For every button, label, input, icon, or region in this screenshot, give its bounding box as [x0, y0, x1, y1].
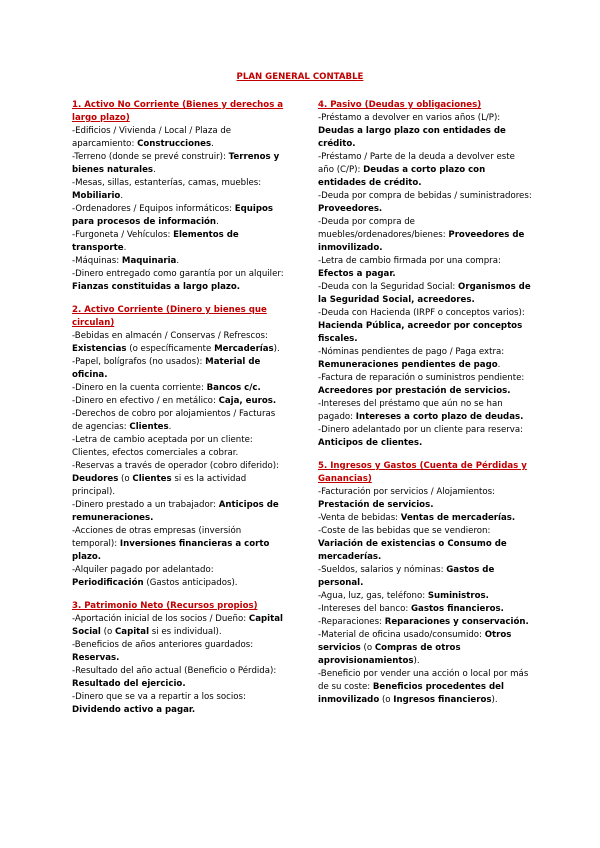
entry-description: -Factura de reparación o suministros pendiente:	[318, 373, 525, 383]
account-name: Inversiones financieras a corto plazo.	[72, 539, 270, 562]
account-name: Efectos a pagar.	[318, 269, 396, 279]
account-entry	[72, 356, 286, 382]
entry-description: -Coste de las bebidas que se vendieron:	[318, 526, 491, 536]
entry-description: -Préstamo / Parte de la deuda a devolver este año (C/P):	[318, 152, 515, 175]
section-heading: 5. Ingresos y Gastos (Cuenta de Pérdidas y Ganancias)	[318, 461, 527, 484]
entry-description: -Deuda con la Seguridad Social:	[318, 282, 459, 292]
account-name: Deudas a largo plazo con entidades de crédito.	[318, 126, 506, 149]
account-entry	[318, 603, 532, 616]
account-entry	[318, 512, 532, 525]
entry-note: .	[211, 139, 214, 149]
account-section	[318, 460, 532, 707]
entry-description: -Dinero adelantado por un cliente para reserva:	[318, 425, 524, 435]
account-name: Ventas de mercaderías.	[400, 513, 516, 523]
entry-note: (o	[360, 643, 375, 653]
entry-note: ).	[413, 656, 420, 666]
entry-description: -Letra de cambio aceptada por un cliente: Clientes, efectos comerciales a cobrar.	[72, 435, 253, 458]
entry-description: -Resultado del año actual (Beneficio o Pérdida):	[72, 666, 277, 676]
account-entry	[72, 613, 286, 639]
account-name: Suministros.	[427, 591, 489, 601]
account-name: Gastos de personal.	[318, 565, 495, 588]
account-entry	[318, 398, 532, 424]
account-entry	[72, 229, 286, 255]
entry-description: -Reparaciones:	[318, 617, 385, 627]
account-name: Capital	[114, 627, 150, 637]
entry-note: ).	[491, 695, 498, 705]
account-entry	[72, 177, 286, 203]
account-entry	[318, 668, 532, 707]
entry-note: .	[176, 256, 180, 266]
entry-description: -Ordenadores / Equipos informáticos:	[72, 204, 235, 214]
account-entry	[72, 330, 286, 356]
account-name: Acreedores por prestación de servicios.	[318, 386, 511, 396]
account-entry	[72, 268, 286, 294]
section-heading: 3. Patrimonio Neto (Recursos propios)	[72, 601, 258, 611]
entry-description: -Derechos de cobro por alojamientos / Facturas de agencias:	[72, 409, 276, 432]
account-name: Clientes	[129, 422, 169, 432]
account-entry	[318, 424, 532, 450]
account-name: Variación de existencias o Consumo de mercaderías.	[318, 539, 507, 562]
account-name: Organismos de la Seguridad Social, acreedores.	[318, 282, 531, 305]
account-entry	[72, 665, 286, 691]
entry-note: (o específicamente	[126, 344, 215, 354]
page-title: PLAN GENERAL CONTABLE	[236, 72, 364, 82]
account-name: Hacienda Pública, acreedor por conceptos fiscales.	[318, 321, 523, 344]
account-name: Capital Social	[72, 614, 283, 637]
account-name: Deudas a corto plazo con entidades de crédito.	[318, 165, 486, 188]
entry-description: -Dinero en efectivo / en metálico:	[72, 396, 219, 406]
account-entry	[318, 616, 532, 629]
entry-note: (o	[379, 695, 394, 705]
account-name: Existencias	[72, 344, 127, 354]
account-entry	[72, 564, 286, 590]
entry-note: (Gastos anticipados).	[143, 578, 238, 588]
entry-description: -Nóminas pendientes de pago / Paga extra:	[318, 347, 505, 357]
entry-description: -Dinero entregado como garantía por un alquiler:	[72, 269, 284, 279]
account-entry	[72, 382, 286, 395]
section-heading: 2. Activo Corriente (Dinero y bienes que circulan)	[72, 305, 267, 328]
account-name: Resultado del ejercicio.	[72, 679, 186, 689]
account-entry	[318, 151, 532, 190]
account-name: Clientes	[132, 474, 172, 484]
entry-description: -Préstamo a devolver en varios años (L/P):	[318, 113, 501, 123]
account-entry	[318, 281, 532, 307]
entry-description: -Dinero que se va a repartir a los socios:	[72, 692, 246, 702]
account-name: Anticipos de clientes.	[318, 438, 423, 448]
entry-description: -Beneficio por vender una acción o local por más de su coste:	[318, 669, 529, 692]
entry-note: .	[497, 360, 501, 370]
account-entry	[318, 372, 532, 398]
right-column	[318, 99, 532, 717]
account-entry	[318, 629, 532, 668]
entry-description: -Intereses del préstamo que aún no se han pagado:	[318, 399, 503, 422]
entry-note: .	[120, 191, 124, 201]
entry-description: -Mesas, sillas, estanterías, camas, muebles:	[72, 178, 262, 188]
account-name: Compras de otros aprovisionamientos	[318, 643, 461, 666]
entry-description: -Acciones de otras empresas (inversión temporal):	[72, 526, 242, 549]
account-entry	[72, 255, 286, 268]
account-name: Dividendo activo a pagar.	[72, 705, 196, 715]
left-column	[72, 99, 286, 727]
entry-note: si es individual).	[149, 627, 222, 637]
account-name: Anticipos de remuneraciones.	[72, 500, 279, 523]
entry-description: -Papel, bolígrafos (no usados):	[72, 357, 206, 367]
entry-description: -Edificios / Vivienda / Local / Plaza de aparcamiento:	[72, 126, 232, 149]
account-entry	[318, 216, 532, 255]
entry-note: si es la actividad principal).	[72, 474, 247, 497]
entry-description: -Deuda con Hacienda (IRPF o conceptos varios):	[318, 308, 525, 318]
account-entry	[318, 112, 532, 151]
account-name: Intereses a corto plazo de deudas.	[355, 412, 524, 422]
account-entry	[72, 434, 286, 460]
account-entry	[72, 639, 286, 665]
entry-description: -Beneficios de años anteriores guardados:	[72, 640, 254, 650]
account-name: Deudores	[72, 474, 119, 484]
account-entry	[72, 691, 286, 717]
account-entry	[318, 590, 532, 603]
account-entry	[318, 307, 532, 346]
account-section	[72, 304, 286, 590]
entry-description: -Agua, luz, gas, teléfono:	[318, 591, 428, 601]
entry-note: ).	[273, 344, 280, 354]
entry-description: -Furgoneta / Vehículos:	[72, 230, 174, 240]
account-entry	[318, 564, 532, 590]
entry-description: -Dinero prestado a un trabajador:	[72, 500, 219, 510]
account-entry	[72, 525, 286, 564]
entry-description: -Deuda por compra de muebles/ordenadores/bienes:	[318, 217, 449, 240]
entry-note: (o	[100, 627, 115, 637]
account-name: Maquinaria	[121, 256, 177, 266]
account-name: Otros servicios	[318, 630, 512, 653]
account-name: Beneficios procedentes del inmovilizado	[318, 682, 504, 705]
account-entry	[72, 460, 286, 499]
entry-description: -Material de oficina usado/consumido:	[318, 630, 485, 640]
account-entry	[72, 395, 286, 408]
account-name: Proveedores.	[318, 204, 383, 214]
entry-description: -Dinero en la cuenta corriente:	[72, 383, 207, 393]
account-name: Bancos c/c.	[206, 383, 261, 393]
entry-note: .	[168, 422, 172, 432]
account-name: Mobiliario	[72, 191, 121, 201]
account-section	[318, 99, 532, 450]
entry-note: .	[216, 217, 219, 227]
entry-description: -Facturación por servicios / Alojamientos:	[318, 487, 496, 497]
account-entry	[318, 255, 532, 281]
section-heading: 1. Activo No Corriente (Bienes y derechos a largo plazo)	[72, 100, 284, 123]
account-entry	[318, 190, 532, 216]
entry-note: .	[123, 243, 127, 253]
account-name: Ingresos financieros	[393, 695, 492, 705]
account-name: Equipos para procesos de información	[72, 204, 274, 227]
section-heading: 4. Pasivo (Deudas y obligaciones)	[318, 100, 482, 110]
account-name: Gastos financieros.	[410, 604, 504, 614]
account-entry	[72, 151, 286, 177]
account-name: Terrenos y bienes naturales	[72, 152, 280, 175]
entry-description: -Terreno (donde se prevé construir):	[72, 152, 229, 162]
account-name: Mercaderías	[214, 344, 274, 354]
account-name: Reservas.	[72, 653, 120, 663]
account-name: Periodificación	[72, 578, 144, 588]
entry-description: -Alquiler pagado por adelantado:	[72, 565, 214, 575]
account-entry	[72, 499, 286, 525]
account-name: Caja, euros.	[218, 396, 277, 406]
entry-description: -Deuda por compra de bebidas / suministradores:	[318, 191, 532, 201]
entry-description: -Aportación inicial de los socios / Dueño:	[72, 614, 249, 624]
account-entry	[318, 346, 532, 372]
entry-description: -Letra de cambio firmada por una compra:	[318, 256, 501, 266]
account-entry	[72, 408, 286, 434]
account-name: Remuneraciones pendientes de pago	[318, 360, 498, 370]
entry-note: (o	[118, 474, 133, 484]
entry-description: -Bebidas en almacén / Conservas / Refrescos:	[72, 331, 268, 341]
account-section	[72, 600, 286, 717]
entry-description: -Intereses del banco:	[318, 604, 411, 614]
entry-note: .	[153, 165, 156, 175]
account-name: Reparaciones y conservación.	[384, 617, 529, 627]
account-entry	[318, 525, 532, 564]
entry-description: -Sueldos, salarios y nóminas:	[318, 565, 447, 575]
account-section	[72, 99, 286, 294]
entry-description: -Reservas a través de operador (cobro diferido):	[72, 461, 279, 471]
account-name: Proveedores de inmovilizado.	[318, 230, 525, 253]
account-entry	[72, 203, 286, 229]
account-entry	[318, 486, 532, 512]
entry-description: -Venta de bebidas:	[318, 513, 401, 523]
account-name: Construcciones	[137, 139, 212, 149]
account-name: Prestación de servicios.	[318, 500, 434, 510]
entry-description: -Máquinas:	[72, 256, 122, 266]
account-name: Fianzas constituidas a largo plazo.	[72, 282, 241, 292]
account-entry	[72, 125, 286, 151]
account-name: Elementos de transporte	[72, 230, 239, 253]
account-name: Material de oficina.	[72, 357, 261, 380]
